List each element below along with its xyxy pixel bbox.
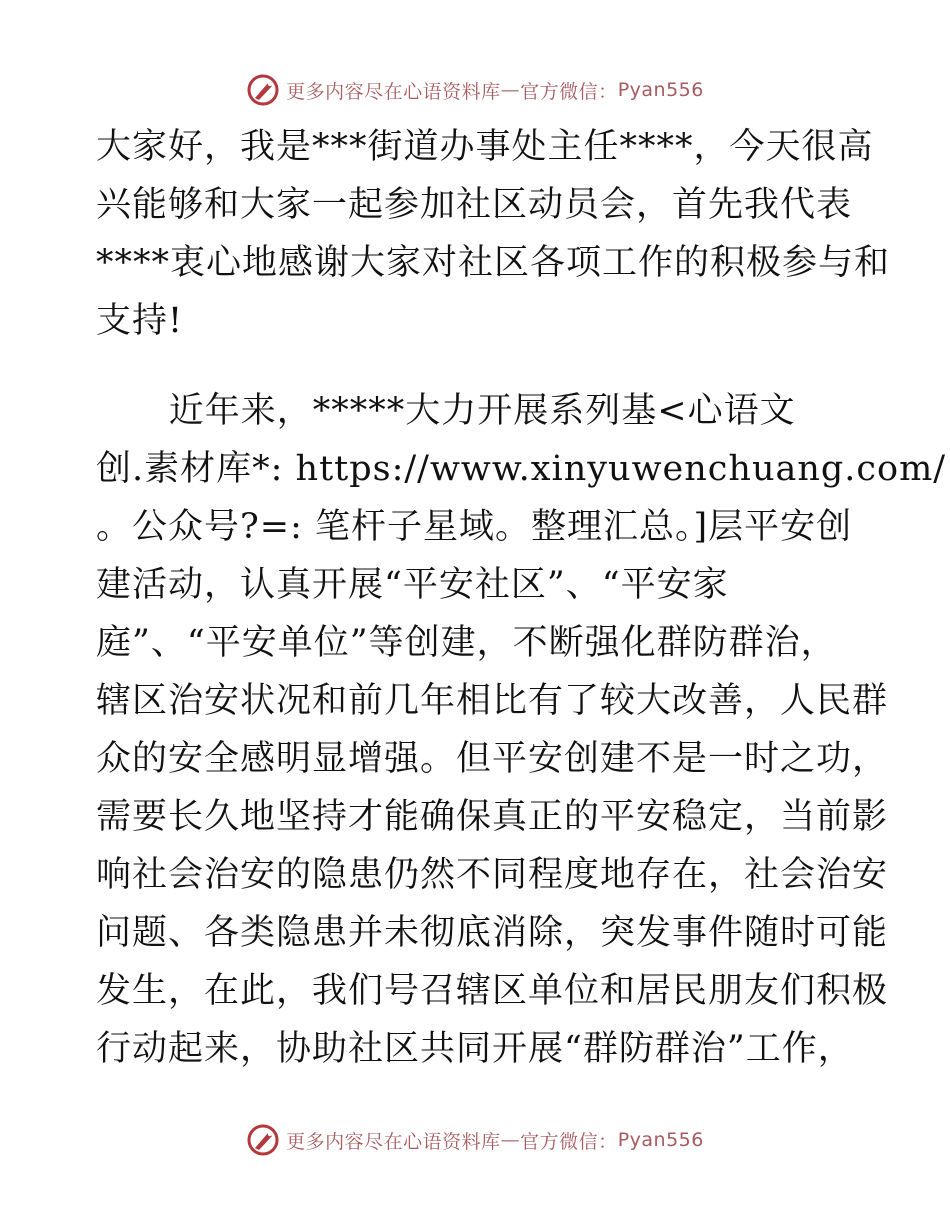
text-line: 建活动，认真开展“平安社区”、“平安家 <box>96 565 729 605</box>
watermark-dash: — <box>500 79 521 101</box>
text-line: 兴能够和大家一起参加社区动员会，首先我代表 <box>96 185 853 225</box>
watermark-text: 更多内容尽在心语资料库 <box>286 1130 501 1153</box>
paragraph-gap <box>96 350 856 382</box>
text-line: 需要长久地坚持才能确保真正的平安稳定，当前影 <box>96 797 889 837</box>
text-line: 辖区治安状况和前几年相比有了较大改善，人民群 <box>96 681 889 721</box>
paragraph-safety-campaign <box>96 382 947 1078</box>
ink-pen-logo-icon <box>246 1123 280 1157</box>
watermark-text: 更多内容尽在心语资料库 <box>286 80 501 103</box>
watermark-dash: — <box>500 1129 521 1151</box>
paragraph-greeting <box>96 118 891 350</box>
watermark-wechat-id: Pyan556 <box>617 1129 704 1151</box>
document-body <box>96 118 947 1078</box>
text-line: 创.素材库*: https://www.xinyuwenchuang.com/ <box>96 449 947 489</box>
ink-pen-logo-icon <box>246 73 280 107</box>
header-watermark <box>0 70 950 110</box>
watermark-label: 官方微信： <box>520 1130 618 1153</box>
text-line: 响社会治安的隐患仍然不同程度地存在，社会治安 <box>96 855 889 895</box>
text-line: 支持! <box>96 301 184 341</box>
text-line: 问题、各类隐患并未彻底消除，突发事件随时可能 <box>96 913 889 953</box>
footer-watermark <box>0 1120 950 1160</box>
text-line: ****衷心地感谢大家对社区各项工作的积极参与和 <box>96 243 891 283</box>
text-line: 庭”、“平安单位”等创建，不断强化群防群治， <box>96 623 837 663</box>
text-line: 近年来，*****大力开展系列基<心语文 <box>96 391 796 431</box>
watermark-label: 官方微信： <box>520 80 618 103</box>
text-line: 大家好，我是***街道办事处主任****，今天很高 <box>96 127 874 167</box>
text-line: 发生，在此，我们号召辖区单位和居民朋友们积极 <box>96 971 889 1011</box>
text-line: 众的安全感明显增强。但平安创建不是一时之功， <box>96 739 889 779</box>
watermark-wechat-id: Pyan556 <box>617 79 704 101</box>
text-line: 行动起来，协助社区共同开展“群防群治”工作， <box>96 1029 854 1069</box>
text-line: 。公众号?=: 笔杆子星域。整理汇总。]层平安创 <box>96 507 853 547</box>
